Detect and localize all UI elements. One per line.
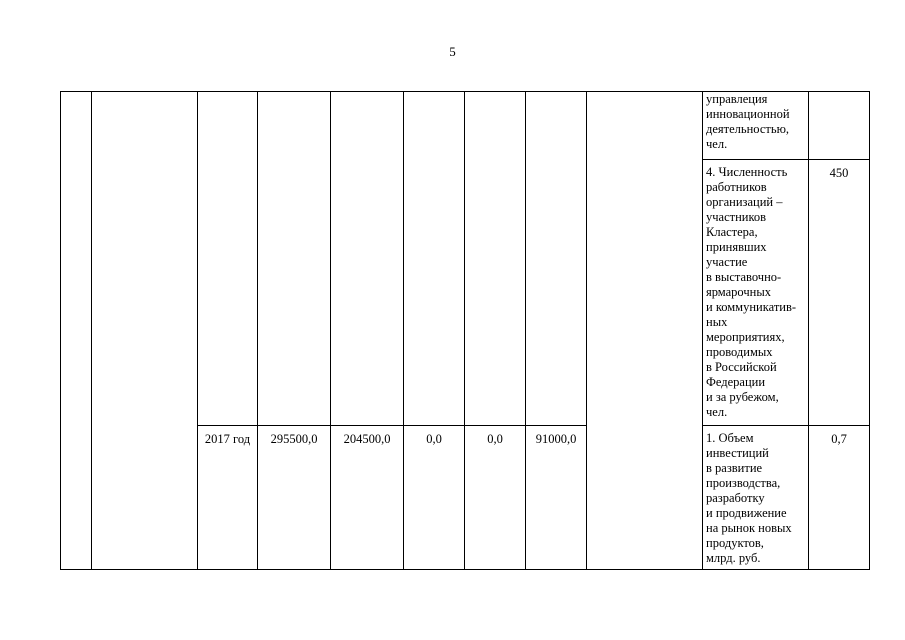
indicator-value-cell [809,160,870,426]
indicator-value-cell [809,426,870,570]
indicator-text: 1. Объем инвестиций в развитие производства, разработку и продвижение на рынок новых продуктов, млрд. руб. [706,431,792,565]
indicator-value: 0,7 [831,432,847,446]
table-row [61,92,870,160]
budget-indicators-table [60,91,870,570]
indicator-value-cell [809,92,870,160]
indicator-text: управлеция инновационной деятельностью, чел. [706,92,790,151]
total-cell [258,92,331,426]
funding-cell [465,92,526,426]
funding-cell [404,92,465,426]
funding-value: 0,0 [426,432,442,446]
year-label: 2017 год [204,432,251,446]
funding-value: 0,0 [487,432,503,446]
executor-cell [587,92,703,570]
year-cell [198,426,258,570]
funding-value: 91000,0 [535,432,577,446]
funding-cell [331,92,404,426]
year-cell [198,92,258,426]
total-cell [258,426,331,570]
measure-name-cell [92,92,198,570]
funding-cell [404,426,465,570]
funding-cell [331,426,404,570]
number-cell [61,92,92,570]
indicator-cell [703,160,809,426]
indicator-text: 4. Численность работников организаций – участников Кластера, принявших участие в выставочно- ярмарочных и коммуникатив- ных мероприятиях, проводимых в Российской Федерации и за рубежом, чел. [706,165,797,419]
indicator-value: 450 [829,166,849,180]
page-number: 5 [449,44,456,59]
indicator-cell [703,426,809,570]
indicator-cell [703,92,809,160]
funding-value: 204500,0 [343,432,391,446]
funding-cell [526,426,587,570]
funding-cell [526,92,587,426]
funding-cell [465,426,526,570]
total-value: 295500,0 [270,432,318,446]
